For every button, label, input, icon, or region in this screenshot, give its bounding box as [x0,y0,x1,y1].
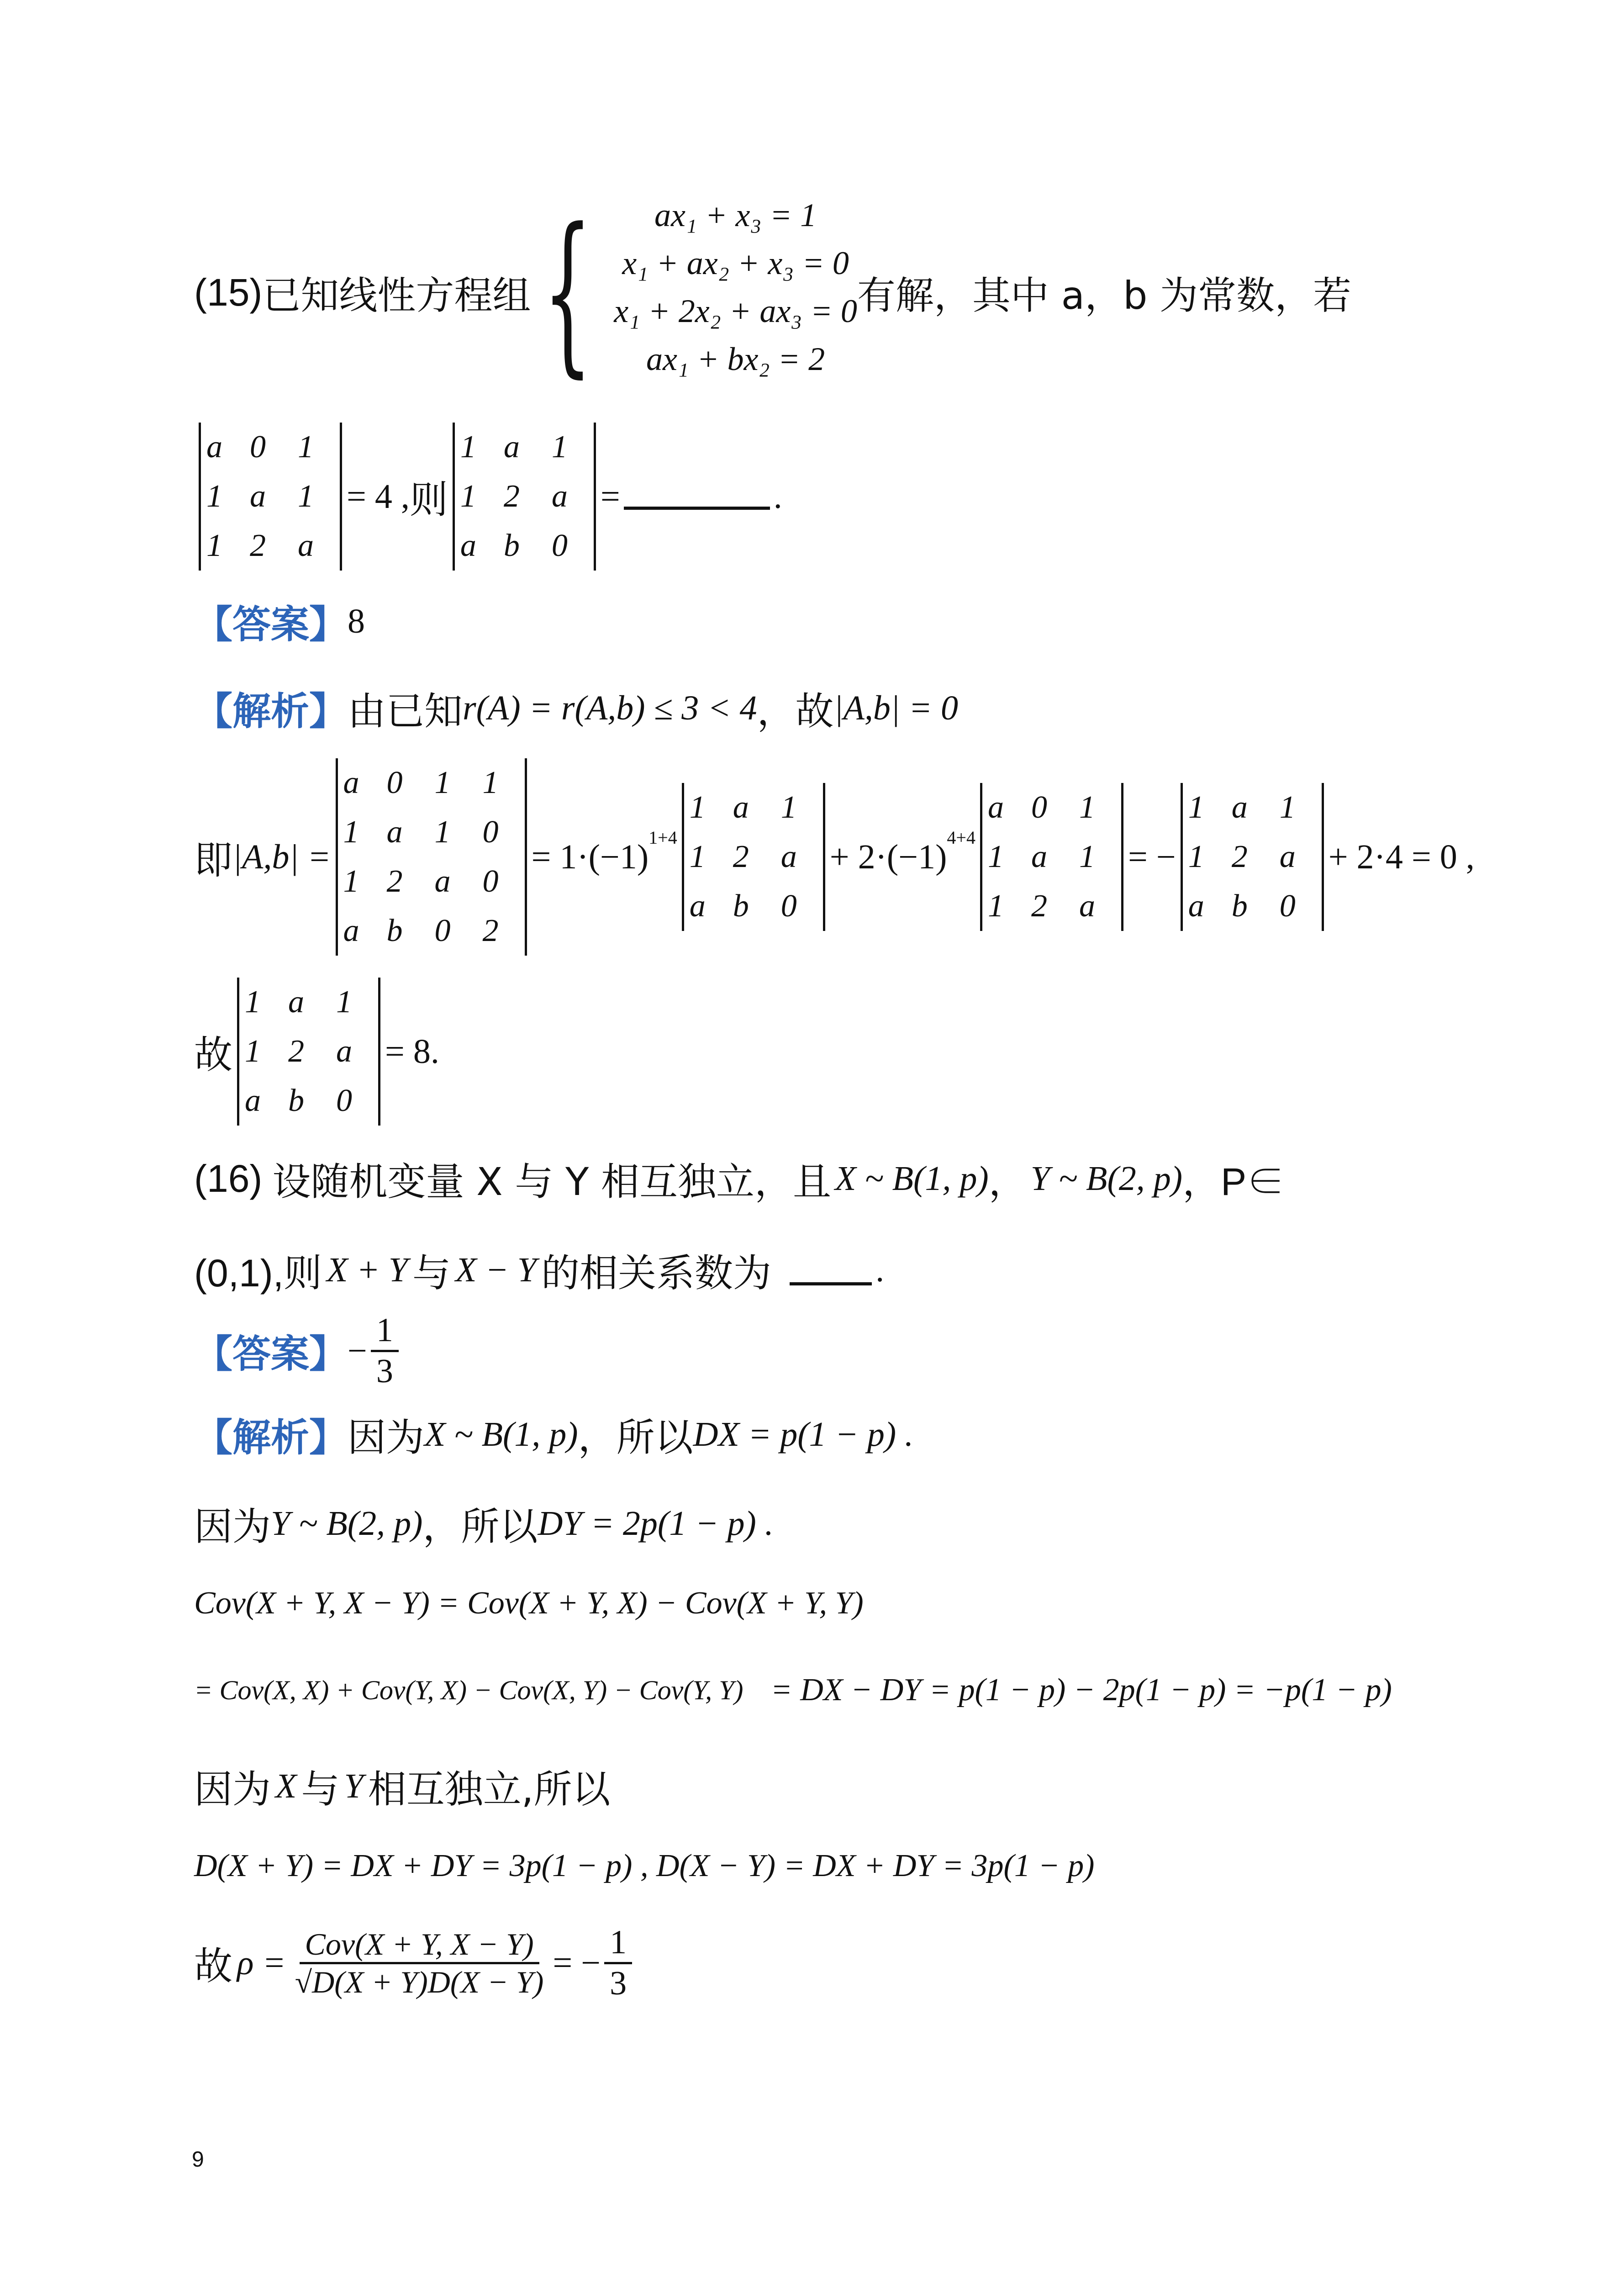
det-cell: a [733,790,749,825]
q16-line2 [194,1242,884,1298]
final-result: = 8. [385,1032,439,1071]
q16-answer-line [194,1311,402,1391]
det-cell: 1 [298,429,314,465]
var-x: X [275,1767,297,1805]
fraction-denominator: 3 [610,1965,627,2003]
det-cell: 1 [689,790,706,825]
cofactor-term-3: = − [1128,837,1176,876]
q15-text-before: 已知线性方程组 [262,273,531,318]
det-cell: a [1231,790,1248,825]
determinant-c [1181,783,1324,931]
det-cell: 1 [780,790,797,825]
equation-2: x₁ + ax₂ + x₃ = 0 [622,245,849,281]
det-cell: 1 [689,839,706,874]
cofactor-exponent-2: 4+4 [947,827,975,848]
rho-label: ρ = [237,1944,286,1983]
det-cell: 0 [551,528,568,563]
sum-expression: X + Y [327,1251,408,1289]
equation-4: ax₁ + bx₂ = 2 [646,341,825,377]
det-cell: b [503,528,520,563]
y-distribution: Y ~ B(2, p) [1030,1159,1183,1198]
dx-formula: DX = p(1 − p) . [693,1415,914,1454]
cofactor-term-2: + 2·(−1) [829,837,947,876]
fraction-numerator: 1 [371,1311,399,1352]
det-cell: 2 [503,479,520,514]
analysis-text: 相互独立,所以 [368,1767,611,1812]
q15-analysis-line1 [194,681,958,736]
variance-formulas: D(X + Y) = DX + DY = 3p(1 − p) , D(X − Y) = DX + DY = 3p(1 − p) [194,1848,1095,1883]
analysis-text: ，故 [757,689,834,734]
x-distribution: X ~ B(1, p) [424,1415,578,1454]
det-cell: a [460,528,476,563]
det-cell: a [1279,839,1296,874]
covariance-expansion: Cov(X + Y, X − Y) = Cov(X + Y, X) − Cov(X + Y, Y) [194,1586,864,1621]
q16-text: 设随机变量 X 与 Y 相互独立，且 [272,1159,832,1204]
q15-line1 [194,191,1352,393]
q15-period: . [773,477,782,516]
det-cell: 1 [343,864,359,899]
det-cell: 1 [336,984,353,1020]
det-cell: 2 [1231,839,1248,874]
q16-analysis-line2 [194,1496,774,1551]
determinant-b [980,783,1123,931]
det-cell: a [551,479,568,514]
det-cell: a [780,839,797,874]
correlation-fraction [290,1926,549,2000]
q16-separator: ， [988,1159,1027,1204]
analysis-tag: 【解析】 [194,1415,348,1460]
det-cell: 2 [482,913,499,948]
det-cell: b [288,1083,305,1118]
det-cell: 2 [733,839,749,874]
q16-analysis-line7 [194,1923,636,2003]
answer-sign: − [348,1332,367,1370]
det-cell: 1 [206,479,222,514]
covariance-terms: = Cov(X, X) + Cov(Y, X) − Cov(X, Y) − Cov(Y, Y) [194,1675,743,1705]
det-cell: 0 [1031,790,1047,825]
q16-period: . [875,1251,885,1289]
equation-3: x₁ + 2x₂ + ax₃ = 0 [614,293,857,329]
then-word: 则 [409,477,448,522]
equation-1: ax₁ + x₃ = 1 [654,197,817,233]
analysis-text: ，所以 [578,1415,693,1460]
q15-answer-value: 8 [348,602,365,640]
dy-formula: DY = 2p(1 − p) . [538,1504,774,1543]
q16-interval-text: (0,1),则 [194,1252,322,1295]
det-zero: |A,b| = 0 [833,689,959,727]
det-cell: a [1079,888,1095,924]
det-cell: b [733,888,749,924]
det-cell: a [288,984,305,1020]
det-cell: a [343,913,359,948]
det-cell: a [689,888,706,924]
q15-number: (15) [194,270,263,314]
determinant-a [682,783,825,931]
q16-analysis-line4 [194,1672,1392,1708]
var-y: Y [344,1767,364,1805]
det-cell: 1 [551,429,568,465]
answer-blank [790,1255,872,1285]
q16-number: (16) [194,1157,263,1200]
answer-tag: 【答案】 [194,1332,348,1377]
analysis-text: 因为 [348,1415,425,1460]
analysis-text: 因为 [194,1504,271,1549]
det-cell: 1 [460,429,476,465]
det-cell: 2 [250,528,266,563]
equals-minus: = − [553,1944,601,1983]
diff-expression: X − Y [455,1251,537,1289]
page-number: 9 [192,2147,204,2172]
det-cell: a [336,1034,353,1069]
det-cell: a [1188,888,1204,924]
q16-line1 [194,1151,1285,1206]
det-cell: 0 [386,765,403,800]
cofactor-term-4: + 2·4 = 0 , [1328,837,1475,876]
q16-analysis-line5 [194,1759,610,1814]
det-cell: b [386,913,403,948]
fraction-numerator: Cov(X + Y, X − Y) [300,1926,539,1964]
y-distribution: Y ~ B(2, p) [271,1504,423,1543]
q15-analysis-line3 [194,978,439,1126]
det1-value: = 4 , [347,477,410,516]
analysis-text: ，所以 [422,1504,538,1549]
fraction-numerator: 1 [604,1923,632,1964]
analysis-text: 故 [194,1944,233,1989]
det-cell: 0 [434,913,451,948]
det-cell: 1 [987,888,1004,924]
det-cell: b [1231,888,1248,924]
equation-system [531,191,857,393]
det-cell: a [298,528,314,563]
answer-blank [624,484,770,510]
q16-text-2: ，P∈ [1182,1160,1285,1203]
det-cell: 0 [336,1083,353,1118]
q16-analysis-line6 [194,1848,1094,1884]
determinant-4x4 [336,758,527,956]
det-cell: 1 [1279,790,1296,825]
fraction-denominator: √D(X + Y)D(X − Y) [295,1965,544,2000]
analysis-text: 与 [301,1767,340,1812]
q16-text-3: 的相关系数为 [541,1251,772,1295]
det-cell: 1 [245,1034,261,1069]
analysis-text: 因为 [194,1767,271,1812]
det-cell: a [386,814,403,850]
q16-and: 与 [412,1251,451,1295]
det-cell: 1 [298,479,314,514]
det-cell: 1 [206,528,222,563]
det-cell: a [434,864,451,899]
det-cell: a [503,429,520,465]
det-cell: a [206,429,222,465]
analysis-text: 由已知 [348,689,463,734]
det-cell: 2 [386,864,403,899]
q15-line2 [194,423,782,571]
det-cell: 1 [1188,839,1204,874]
det-cell: 0 [482,864,499,899]
augmented-det-label: |A,b| = [232,837,331,876]
det-cell: 1 [482,765,499,800]
determinant-1 [199,423,342,571]
det-cell: 1 [434,765,451,800]
answer-fraction [371,1311,399,1391]
determinant-2 [453,423,596,571]
det-cell: 1 [434,814,451,850]
det-cell: 1 [343,814,359,850]
ask-equals: = [600,477,620,516]
det-cell: 1 [245,984,261,1020]
det-cell: 1 [1079,839,1095,874]
det-cell: 0 [250,429,266,465]
det-cell: 1 [1188,790,1204,825]
det-cell: 1 [460,479,476,514]
equation-list [614,196,857,388]
q15-text-after: 有解，其中 a，b 为常数，若 [857,273,1352,318]
det-cell: 2 [288,1034,305,1069]
analysis-text: 故 [194,1032,233,1077]
determinant-d [237,978,380,1126]
analysis-text: 即 [194,837,233,883]
det-cell: 0 [1279,888,1296,924]
q16-analysis-line1 [194,1407,913,1462]
det-cell: a [250,479,266,514]
x-distribution: X ~ B(1, p) [835,1159,989,1198]
q15-analysis-line2 [194,758,1475,956]
det-cell: 1 [987,839,1004,874]
det-cell: a [343,765,359,800]
analysis-tag: 【解析】 [194,689,348,734]
det-cell: a [1031,839,1047,874]
rank-inequality: r(A) = r(A,b) ≤ 3 < 4 [463,689,757,727]
det-cell: a [245,1083,261,1118]
q16-analysis-line3 [194,1585,864,1622]
fraction-denominator: 3 [376,1353,393,1390]
cofactor-exponent-1: 1+4 [649,827,677,848]
det-cell: 2 [1031,888,1047,924]
cofactor-term-1: = 1·(−1) [531,837,649,876]
covariance-result: = DX − DY = p(1 − p) − 2p(1 − p) = −p(1 − p) [770,1672,1392,1708]
det-cell: 1 [1079,790,1095,825]
brace-icon: { [543,191,593,393]
det-cell: a [987,790,1004,825]
det-cell: 0 [780,888,797,924]
det-cell: 0 [482,814,499,850]
q15-answer-line [194,594,365,649]
result-fraction [604,1923,632,2003]
answer-tag: 【答案】 [194,602,348,647]
